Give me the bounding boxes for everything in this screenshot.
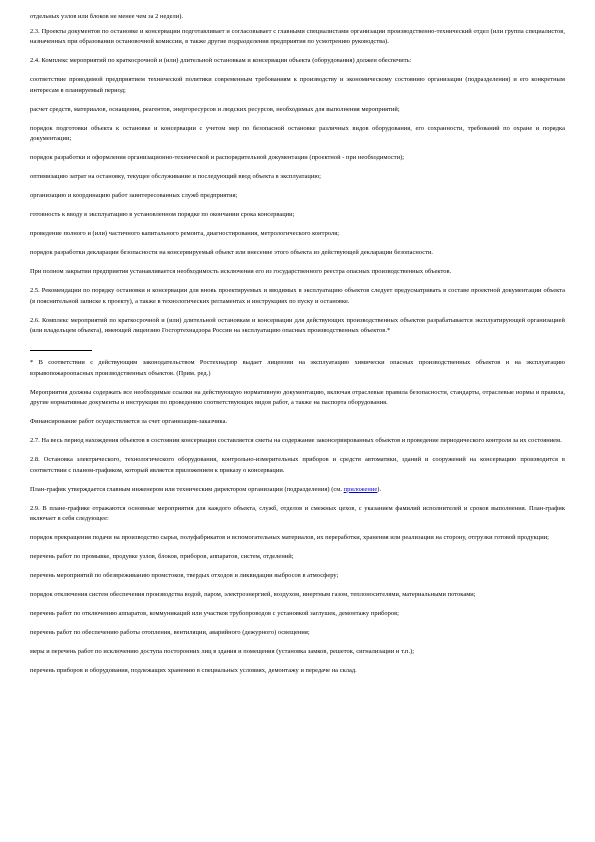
list-item-preparation: порядок подготовки объекта к остановке и консервации с учетом мер по безопасной остановке различных видов оборудования, его сохранности, требований по охране и порядка документации; xyxy=(30,124,565,143)
list-item-policy: соответствие проводимой предприятием технической политики современным требованиям к производству и экономическому состоянию организации (подразделения) и его конкретным интересам в планируемый период; xyxy=(30,76,565,94)
list-item-raw-materials: порядок прекращения подачи на производство сырья, полуфабрикатов и вспомогательных материалов, их переработки, хранения или реализации на сторону, отгрузки готовой продукции; xyxy=(30,533,549,541)
paragraph-financing: Финансирование работ осуществляется за счет организации-заказчика. xyxy=(30,418,228,426)
appendix-link[interactable]: приложение xyxy=(343,485,378,493)
list-item-resources: расчет средств, материалов, оснащения, реагентов, энергоресурсов и людских ресурсов, необходимых для выполнения мероприятий; xyxy=(30,105,400,113)
paragraph-2-3: 2.3. Проекты документов по остановке и консервации подготавливает и согласовывает с главными специалистами организации производственно-технический отдел (или группа специалистов, назначенных при образовании остановочной комиссии, в также другие подразделения предприятия по усмотрению руководства). xyxy=(30,27,565,46)
list-item-heating: перечень работ по обеспечению работы отопления, вентиляции, аварийного (дежурного) освещения; xyxy=(30,628,310,636)
footnote: * В соответствии с действующим законодательством Ростехнадзор выдает лицензии на эксплуатацию химически опасных производственных объектов и на эксплуатацию взрывопожароопасных производственных объектов. (Прим. ред.) xyxy=(30,359,565,377)
paragraph-2-9: 2.9. В плане-графике отражаются основные мероприятия для каждого объекта, служб, отделов и смежных цехов, с указанием фамилий исполнителей и сроков выполнения. План-график включает в себя следующее: xyxy=(30,504,565,522)
list-item-documentation: порядок разработки и оформления организационно-технической и распорядительной документации (проектной - при необходимости); xyxy=(30,154,405,162)
list-item-disconnection: перечень работ по отключению аппаратов, коммуникаций или участков трубопроводов с установкой заглушек, демонтажу приборов; xyxy=(30,609,400,617)
list-item-flushing: перечень работ по промывке, продувке узлов, блоков, приборов, аппаратов, систем, отделений; xyxy=(30,552,294,560)
list-item-declaration: порядок разработки декларации безопасности на консервируемый объект или внесение этого объекта из действующей декларации безопасности. xyxy=(30,249,434,257)
paragraph-2-5: 2.5. Рекомендации по порядку остановки и консервации для вновь проектируемых и вводимых в эксплуатацию объектов следует предусматривать в составе проектной документации объекта (в пояснительной записке к проекту), а также в технологических регламентах и инструкциях по пуску и остановке. xyxy=(30,287,565,305)
paragraph-2-8: 2.8. Остановка электрического, технологического оборудования, контрольно-измерительных приборов и средств автоматики, зданий и сооружений на консервацию производится в соответствии с планом-графиком, который является приложением к приказу о консервации. xyxy=(30,456,565,474)
list-item-costs: оптимизацию затрат на остановку, текущее обслуживание и последующий ввод объекта в эксплуатацию; xyxy=(30,173,322,181)
list-item-storage: перечень приборов и оборудования, подлежащих хранению в специальных условиях, демонтажу и передаче на склад. xyxy=(30,666,357,674)
list-item-wastewater: перечень мероприятий по обезвреживанию промстоков, твердых отходов и ликвидации выбросов в атмосферу; xyxy=(30,571,339,579)
paragraph-2-4: 2.4. Комплекс мероприятий по краткосрочной и (или) длительной остановкам и консервации объекта (оборудования) должен обеспечить: xyxy=(30,57,412,65)
list-item-repair: проведение полного и (или) частичного капитального ремонта, диагностирования, метрологического контроля; xyxy=(30,230,340,238)
plan-text: План-график утверждается главным инженером или техническим директором организации (подразделения) (см. xyxy=(30,485,342,493)
paragraph-0: отдельных узлов или блоков не менее чем за 2 недели). xyxy=(30,13,184,20)
list-item-access: меры и перечень работ по исключению доступа посторонних лиц в здания и помещения (установка замков, решеток, сигнализации и т.п.); xyxy=(30,647,415,655)
paragraph-2-6: 2.6. Комплекс мероприятий по краткосрочной и (или) длительной остановкам и консервации для действующих производственных объектов разрабатывается эксплуатирующей организацией (или владельцем объекта), имеющей лицензию Госгортехнадзора России на эксплуатацию опасных производственных объектов.* xyxy=(30,316,565,334)
paragraph-references: Мероприятия должны содержать все необходимые ссылки на действующую нормативную документацию, включая отраслевые правила безопасности, стандарты, отраслевые нормы и правила, другие нормативные документы и инструкции по проведению соответствующих видов работ, а также на паспорта оборудования. xyxy=(30,388,565,407)
paragraph-plan-approval xyxy=(30,485,565,495)
paragraph-2-7: 2.7. На весь период нахождения объектов в состоянии консервации составляется сметы на содержание законсервированных объектов и проведение периодического контроля за их состоянием. xyxy=(30,437,562,445)
paragraph-closure: При полном закрытии предприятия устанавливается необходимость исключения его из государственного реестра опасных производственных объектов. xyxy=(30,268,452,276)
list-item-utilities: порядок отключения систем обеспечения производства водой, паром, электроэнергией, воздухом, инертным газом, теплоносителями, материальными потоками; xyxy=(30,590,476,598)
list-item-readiness: готовность к вводу в эксплуатацию в установленном порядке по окончании срока консервации; xyxy=(30,211,295,219)
list-item-coordination: организацию и координацию работ заинтересованных служб предприятия; xyxy=(30,192,238,200)
plan-end: ). xyxy=(377,485,382,493)
footnote-divider xyxy=(30,350,92,351)
